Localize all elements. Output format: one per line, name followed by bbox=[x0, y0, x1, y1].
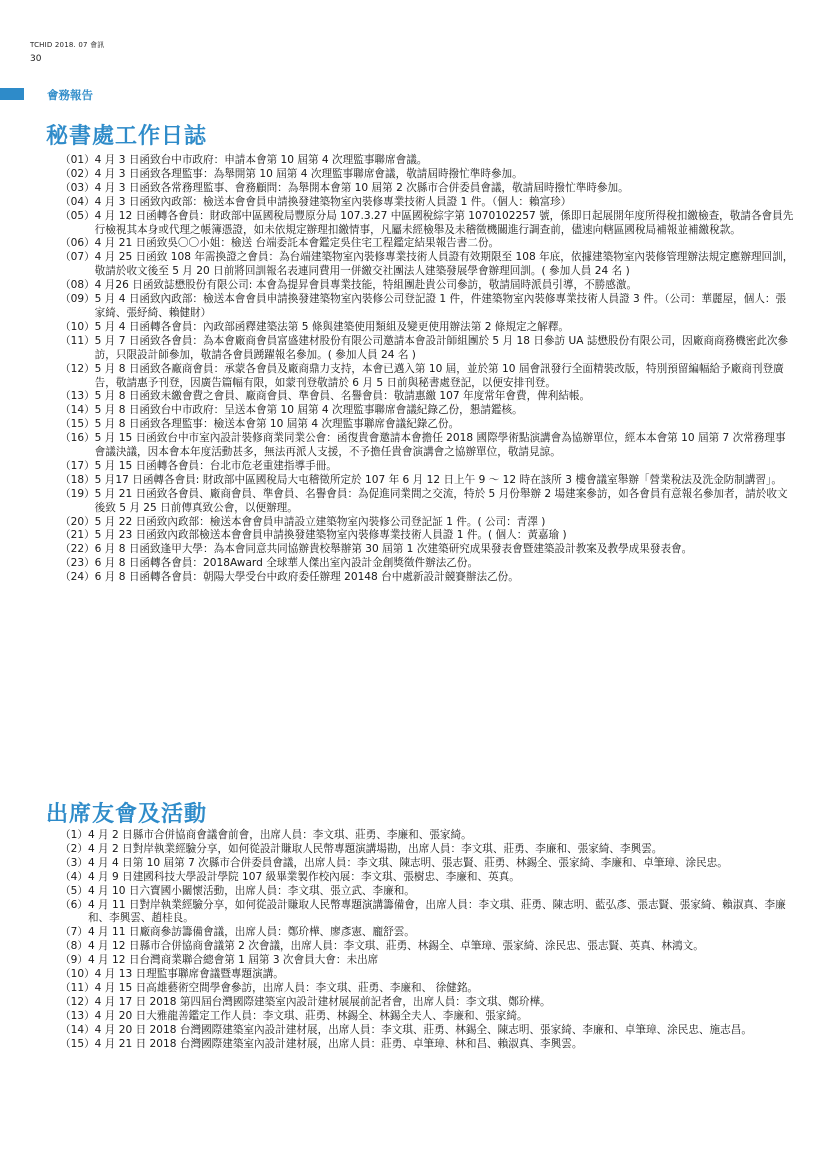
list-item bbox=[60, 168, 795, 182]
item-text: 5 月 7 日函致各會員：為本會廠商會員富盛建材股份有限公司邀請本會設計師組團於 5 月 18 日參訪 UA 誌懋股份有限公司，因廠商商務機密此次參訪，只限設計師參加，敬請各會員踴躍報名參加。( 參加人員 24 名 ) bbox=[94, 334, 789, 361]
list-item bbox=[60, 182, 795, 196]
item-text: 4 月 3 日函致各常務理監事、會務顧問：為舉開本會第 10 屆第 2 次縣市合併委員會議，敬請屆時撥忙準時參加。 bbox=[94, 181, 629, 194]
list-item bbox=[60, 557, 795, 571]
list-item bbox=[60, 404, 795, 418]
list-item bbox=[60, 571, 795, 585]
item-text: 5 月 4 日函轉各會員：內政部函釋建築法第 5 條與建築使用類組及變更使用辦法第 2 條規定之解釋。 bbox=[94, 320, 569, 333]
item-number: （18） bbox=[60, 473, 95, 486]
item-text: 5 月 15 日函致台中市室內設計裝修商業同業公會：函復貴會邀請本會擔任 2018 國際學術點演講會為協辦單位，經本本會第 10 屆第 7 次常務理事會議決議，因本會本年度活動甚多，無法再派人支援，不予擔任貴會演講會之協辦單位，敬請見諒。 bbox=[94, 432, 786, 459]
list-item bbox=[60, 543, 795, 557]
item-text: 4 月 3 日函致各理監事：為舉開第 10 屆第 4 次理監事聯席會議，敬請屆時撥忙準時參加。 bbox=[94, 167, 523, 180]
item-number: （14） bbox=[60, 404, 95, 417]
list-item bbox=[60, 488, 795, 516]
item-number: （12） bbox=[60, 362, 95, 375]
item-text: 4 月 11 日對岸執業經驗分享，如何從設計賺取人民幣專題演講籌備會，出席人員：李文琪、莊勇、陳志明、藍弘彥、張志賢、張家綺、賴淑真、李廉和、李興雲、趙桂良。 bbox=[87, 898, 786, 925]
item-number: （8） bbox=[60, 940, 88, 953]
item-number: （22） bbox=[60, 543, 95, 556]
item-number: （2） bbox=[60, 842, 88, 855]
list-item bbox=[60, 474, 795, 488]
item-number: （05） bbox=[60, 209, 95, 222]
item-number: （9） bbox=[60, 954, 88, 967]
item-number: （06） bbox=[60, 237, 95, 250]
item-text: 5 月 8 日函致台中市政府：呈送本會第 10 屆第 4 次理監事聯席會議紀錄乙份，懇請鑑核。 bbox=[94, 404, 523, 417]
list-item bbox=[60, 363, 795, 391]
item-number: （23） bbox=[60, 557, 95, 570]
list-item bbox=[60, 321, 795, 335]
item-text: 4 月 4 日第 10 屆第 7 次縣市合併委員會議，出席人員：李文琪、陳志明、張志賢、莊勇、林錫全、張家綺、李廉和、卓筆璋、涂民忠。 bbox=[87, 856, 728, 869]
item-number: （3） bbox=[60, 856, 88, 869]
item-number: （11） bbox=[60, 981, 95, 994]
section-label: 會務報告 bbox=[47, 88, 93, 102]
item-text: 4 月 13 日理監事聯席會議暨專題演講。 bbox=[94, 968, 284, 981]
item-number: （24） bbox=[60, 571, 95, 584]
list-item bbox=[60, 210, 795, 238]
list-item bbox=[60, 829, 795, 843]
list-item bbox=[60, 390, 795, 404]
item-number: （19） bbox=[60, 487, 95, 500]
item-text: 4 月26 日函致誌懋股份有限公司: 本會為提昇會員專業技能，特組團赴貴公司參訪，敬請屆時派員引導，不勝感激。 bbox=[94, 279, 638, 292]
item-text: 6 月 8 日函致逢甲大學：為本會同意共同協辦貴校舉辦第 30 屆第 1 次建築研究成果發表會暨建築設計教案及教學成果發表會。 bbox=[94, 543, 693, 556]
item-number: （01） bbox=[60, 154, 95, 166]
item-number: （03） bbox=[60, 181, 95, 194]
list-item bbox=[60, 335, 795, 363]
item-text: 5 月 8 日函致各廠商會員：承蒙各會員及廠商鼎力支持，本會已邁入第 10 屆，並於第 10 屆會訊發行全面精裝改版，特別預留編幅給予廠商刊登廣告，敬請惠予刊登，因廣告篇幅有限，如蒙刊登敬請於 6 月 5 日前與秘書處登記，以便安排刊登。 bbox=[94, 362, 784, 389]
list-item bbox=[60, 954, 795, 968]
list-item bbox=[60, 196, 795, 210]
list-item bbox=[60, 237, 795, 251]
item-text: 4 月 2 日對岸執業經驗分享，如何從設計賺取人民幣專題演講場勘，出席人員：李文琪、莊勇、李廉和、張家綺、李興雲。 bbox=[87, 842, 663, 855]
item-text: 4 月 20 日 2018 台灣國際建築室內設計建材展，出席人員：李文琪、莊勇、林錫全、陳志明、張家綺、李廉和、卓筆璋、涂民忠、施志昌。 bbox=[94, 1023, 752, 1036]
item-number: （21） bbox=[60, 529, 95, 542]
item-text: 5 月17 日函轉各會員: 財政部中區國稅局大屯稽徵所定於 107 年 6 月 12 日上午 9 ～ 12 時在該所 3 樓會議室舉辦「營業稅法及洗金防制講習」。 bbox=[94, 473, 782, 486]
list-item bbox=[60, 843, 795, 857]
list-item bbox=[60, 1024, 795, 1038]
item-number: （13） bbox=[60, 390, 95, 403]
item-number: （15） bbox=[60, 418, 95, 431]
item-text: 4 月 10 日六寶國小關懷活動，出席人員：李文琪、張立武、李廉和。 bbox=[87, 884, 415, 897]
item-number: （16） bbox=[60, 432, 95, 445]
list-item bbox=[60, 279, 795, 293]
item-text: 4 月 25 日函致 108 年需換證之會員：為台端建築物室內裝修專業技術人員證有效期限至 108 年底，依據建築物室內裝修管理辦法規定應辦理回訓，敬請於收文後至 5 月 20 日前將回訓報名表連同費用一併繳交社團法人建築發展學會辦理回訓。( 參加人員 24 名 ) bbox=[94, 251, 794, 278]
list-item bbox=[60, 516, 795, 530]
item-text: 4 月 3 日函致台中市政府：申請本會第 10 屆第 4 次理監事聯席會議。 bbox=[94, 154, 428, 166]
item-number: （17） bbox=[60, 459, 95, 472]
item-text: 4 月 9 日建國科技大學設計學院 107 級畢業製作校內展：李文琪、張樹忠、李廉和、英真。 bbox=[87, 870, 520, 883]
secretariat-log-list bbox=[60, 154, 795, 585]
list-item bbox=[60, 968, 795, 982]
list-item bbox=[60, 1038, 795, 1052]
item-number: （11） bbox=[60, 334, 95, 347]
page-number: 30 bbox=[30, 54, 42, 64]
item-number: （10） bbox=[60, 320, 95, 333]
list-item bbox=[60, 857, 795, 871]
list-item bbox=[60, 885, 795, 899]
item-number: （4） bbox=[60, 870, 88, 883]
item-text: 4 月 21 日函致吳〇〇小姐：檢送 台端委託本會鑑定吳住宅工程鑑定結果報告書二份。 bbox=[94, 237, 500, 250]
list-item bbox=[60, 996, 795, 1010]
item-number: （10） bbox=[60, 968, 95, 981]
item-number: （09） bbox=[60, 293, 95, 306]
list-item bbox=[60, 940, 795, 954]
item-text: 5 月 21 日函致各會員、廠商會員、準會員、名譽會員：為促進同業間之交流，特於 5 月份舉辦 2 場建案參訪，如各會員有意報名參加者，請於收文後致 5 月 25 日前傳真致公會，以便辦理。 bbox=[94, 487, 788, 514]
item-text: 6 月 8 日函轉各會員：2018Award 全球華人傑出室內設計金創獎徵件辦法乙份。 bbox=[94, 557, 479, 570]
running-head: TCHID 2018. 07 會訊 bbox=[30, 41, 105, 49]
list-item bbox=[60, 926, 795, 940]
item-text: 4 月 15 日高雄藝術空間學會參訪，出席人員：李文琪、莊勇、李廉和、 徐健銘。 bbox=[94, 981, 478, 994]
list-item bbox=[60, 460, 795, 474]
item-text: 4 月 11 日廠商參訪籌備會議，出席人員：鄭玠樺、廖彥憲、龐舒雲。 bbox=[87, 926, 415, 939]
item-number: （15） bbox=[60, 1037, 95, 1050]
item-number: （1） bbox=[60, 829, 88, 841]
item-number: （13） bbox=[60, 1009, 95, 1022]
item-number: （02） bbox=[60, 167, 95, 180]
item-text: 4 月 21 日 2018 台灣國際建築室內設計建材展，出席人員：莊勇、卓筆璋、林和昌、賴淑真、李興雲。 bbox=[94, 1037, 583, 1050]
list-item bbox=[60, 154, 795, 168]
activities-title: 出席友會及活動 bbox=[46, 802, 208, 827]
item-number: （08） bbox=[60, 279, 95, 292]
secretariat-log-title: 秘書處工作日誌 bbox=[46, 124, 208, 149]
item-number: （14） bbox=[60, 1023, 95, 1036]
section-marker bbox=[0, 88, 24, 100]
item-number: （6） bbox=[60, 898, 88, 911]
item-number: （20） bbox=[60, 515, 95, 528]
list-item bbox=[60, 293, 795, 321]
list-item bbox=[60, 871, 795, 885]
list-item bbox=[60, 1010, 795, 1024]
item-text: 4 月 12 日台灣商業聯合總會第 1 屆第 3 次會員大會：未出席 bbox=[87, 954, 379, 967]
list-item bbox=[60, 418, 795, 432]
item-number: （04） bbox=[60, 195, 95, 208]
item-number: （12） bbox=[60, 995, 95, 1008]
item-text: 4 月 17 日 2018 第四屆台灣國際建築室內設計建材展展前記者會，出席人員：李文琪、鄭玠樺。 bbox=[94, 995, 551, 1008]
item-text: 4 月 12 日縣市合併協商會議第 2 次會議，出席人員：李文琪、莊勇、林錫全、卓筆璋、張家綺、涂民忠、張志賢、英真、林鴻文。 bbox=[87, 940, 704, 953]
item-text: 5 月 4 日函致內政部：檢送本會會員申請換發建築物室內裝修公司登記證 1 件，件建築物室內裝修專業技術人員證 3 件。（公司：華麗屋，個人：張家綺、張紓綺、賴健財） bbox=[94, 293, 787, 319]
item-text: 4 月 20 日大雅龍善鑑定工作人員：李文琪、莊勇、林錫全、林錫全夫人、李廉和、張家綺。 bbox=[94, 1009, 528, 1022]
list-item bbox=[60, 251, 795, 279]
item-text: 5 月 8 日函致各理監事：檢送本會第 10 屆第 4 次理監事聯席會議紀錄乙份。 bbox=[94, 418, 460, 431]
list-item bbox=[60, 982, 795, 996]
item-text: 5 月 22 日函致內政部：檢送本會會員申請設立建築物室內裝修公司登記証 1 件。( 公司：青澤 ) bbox=[94, 515, 546, 528]
item-text: 5 月 23 日函致內政部檢送本會會員申請換發建築物室內裝修專業技術人員證 1 件。( 個人：黃嘉瑜 ) bbox=[94, 529, 567, 542]
activities-list bbox=[60, 829, 795, 1052]
list-item bbox=[60, 899, 795, 927]
list-item bbox=[60, 529, 795, 543]
item-text: 5 月 8 日函致未繳會費之會員、廠商會員、準會員、名譽會員：敬請惠繳 107 年度常年會費，俾利結帳。 bbox=[94, 390, 591, 403]
item-text: 5 月 15 日函轉各會員：台北市危老重建指導手冊。 bbox=[94, 459, 337, 472]
item-number: （7） bbox=[60, 926, 88, 939]
list-item bbox=[60, 432, 795, 460]
item-text: 4 月 2 日縣市合併協商會議會前會，出席人員：李文琪、莊勇、李廉和、張家綺。 bbox=[87, 829, 472, 841]
item-text: 6 月 8 日函轉各會員：朝陽大學受台中政府委任辦理 20148 台中處新設計競賽辦法乙份。 bbox=[94, 571, 519, 584]
item-text: 4 月 3 日函致內政部：檢送本會會員申請換發建築物室內裝修專業技術人員證 1 件。（個人：賴富珍） bbox=[94, 195, 572, 208]
item-number: （5） bbox=[60, 884, 88, 897]
item-number: （07） bbox=[60, 251, 95, 264]
item-text: 4 月 12 日函轉各會員：財政部中區國稅局豐原分局 107.3.27 中區國稅綜字第 1070102257 號，係即日起展開年度所得稅扣繳檢查，敬請各會員先行檢視其本身或代理之帳簿憑證，如未依規定辦理扣繳情事，凡屬未經檢舉及未稽徵機關進行調查前，儘速向轄區國稅局補報並補繳稅款。 bbox=[94, 209, 794, 236]
